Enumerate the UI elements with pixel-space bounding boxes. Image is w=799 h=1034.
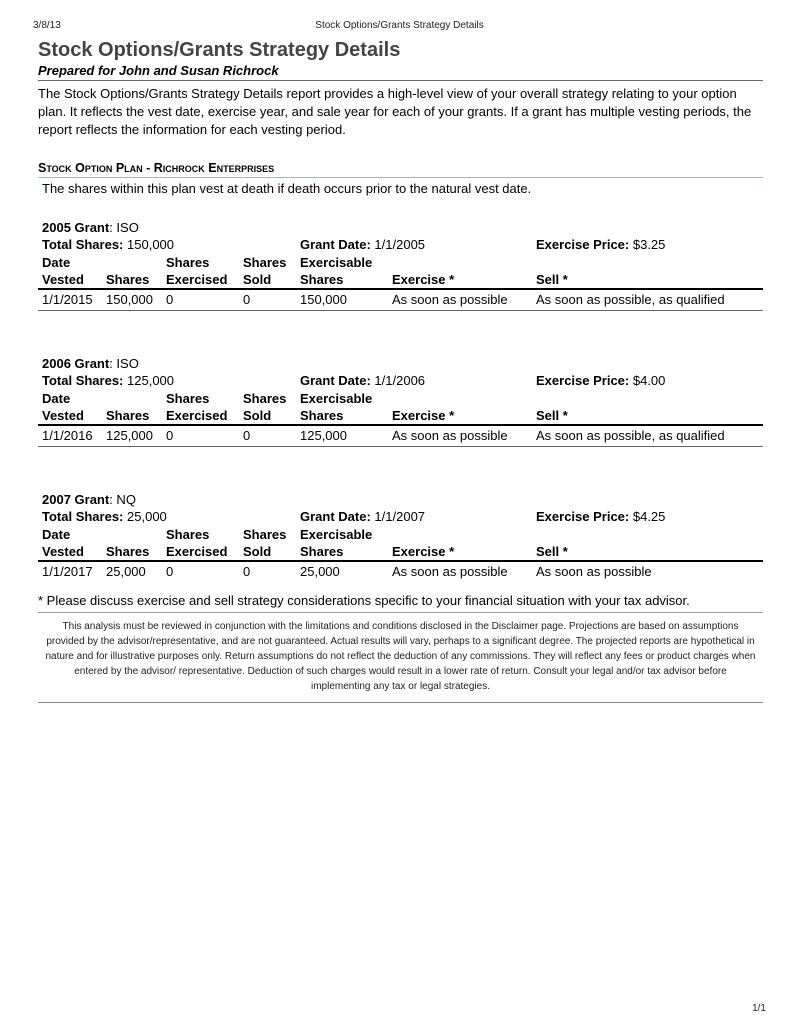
col-date-vested: Date Vested: [42, 391, 84, 423]
cell-date: 1/1/2016: [42, 428, 93, 443]
grant-date-label: Grant Date:: [300, 509, 371, 524]
footnote: * Please discuss exercise and sell strategy considerations specific to your financial situation with your tax advisor.: [38, 592, 763, 613]
col-date-vested: Date Vested: [42, 255, 84, 287]
page-number: 1/1: [752, 1003, 766, 1014]
grant-table-header: [38, 390, 763, 426]
exercise-price-value: $4.00: [632, 373, 666, 388]
exercise-price-value: $3.25: [632, 237, 666, 252]
col-exercisable-shares: Exercisable Shares: [300, 255, 373, 287]
grant-summary: [38, 236, 763, 254]
plan-note: The shares within this plan vest at death if death occurs prior to the natural vest date.: [42, 181, 532, 196]
grant-table-header: [38, 526, 763, 562]
cell-date: 1/1/2015: [42, 292, 93, 307]
grant-table-header: [38, 254, 763, 290]
cell-exercisable: 25,000: [300, 564, 340, 579]
grant-year: 2006 Grant: [42, 356, 110, 371]
cell-sell: As soon as possible: [536, 564, 652, 579]
grant-date-value: 1/1/2005: [374, 237, 426, 252]
cell-exercised: 0: [166, 428, 174, 443]
col-shares-sold: Shares Sold: [243, 255, 287, 287]
prepared-for: Prepared for John and Susan Richrock: [38, 62, 763, 81]
table-row: [38, 426, 763, 447]
grant-date-value: 1/1/2007: [374, 509, 426, 524]
col-shares-exercised: Shares Exercised: [166, 527, 228, 559]
table-row: [38, 562, 763, 582]
col-shares: Shares: [106, 272, 150, 287]
cell-exercised: 0: [166, 564, 174, 579]
cell-sold: 0: [243, 428, 251, 443]
total-shares-label: Total Shares:: [42, 237, 124, 252]
disclaimer: This analysis must be reviewed in conjunction with the limitations and conditions disclosed in the Disclaimer page. Projections are based on assumptions provided by the advisor/representative, and are not guaranteed. Actual results will vary, perhaps to a significant degree. The projected reports are hypothetical in nature and for illustrative purposes only. Return assumptions do not reflect the deduction of any commissions. They will reflect any fees or product charges when entered by the advisor/ representative. Deduction of such charges would result in a lower rate of return. Consult your legal and/or tax advisor before implementing any tax or legal strategies.: [38, 613, 763, 703]
total-shares-value: 25,000: [127, 509, 167, 524]
col-exercise: Exercise *: [392, 408, 455, 423]
report-title: Stock Options/Grants Strategy Details: [38, 39, 401, 61]
exercise-price-label: Exercise Price:: [536, 237, 630, 252]
total-shares-label: Total Shares:: [42, 373, 124, 388]
grant-date-label: Grant Date:: [300, 237, 371, 252]
col-exercise: Exercise *: [392, 272, 455, 287]
grant-title: [38, 491, 763, 508]
cell-sold: 0: [243, 564, 251, 579]
grant-year: 2007 Grant: [42, 492, 110, 507]
grant-type: : ISO: [109, 220, 139, 235]
col-date-vested: Date Vested: [42, 527, 84, 559]
grant-type: : ISO: [109, 356, 139, 371]
grant-summary: [38, 508, 763, 526]
cell-shares: 125,000: [106, 428, 153, 443]
total-shares-value: 150,000: [127, 237, 175, 252]
print-date: 3/8/13: [33, 20, 61, 31]
cell-shares: 150,000: [106, 292, 153, 307]
exercise-price-value: $4.25: [632, 509, 666, 524]
cell-sold: 0: [243, 292, 251, 307]
total-shares-value: 125,000: [127, 373, 175, 388]
grant-summary: [38, 372, 763, 390]
col-exercisable-shares: Exercisable Shares: [300, 391, 373, 423]
exercise-price-label: Exercise Price:: [536, 373, 630, 388]
grant-type: : NQ: [109, 492, 136, 507]
col-sell: Sell *: [536, 408, 568, 423]
grant-title: [38, 219, 763, 236]
exercise-price-label: Exercise Price:: [536, 509, 630, 524]
report-intro: The Stock Options/Grants Strategy Details report provides a high-level view of your overall strategy relating to your option plan. It reflects the vest date, exercise year, and sale year for each of your grants. If a grant has multiple vesting periods, the report reflects the information for each vesting period.: [38, 86, 752, 137]
col-sell: Sell *: [536, 544, 568, 559]
col-shares: Shares: [106, 408, 150, 423]
grant-date-label: Grant Date:: [300, 373, 371, 388]
cell-exercise: As soon as possible: [392, 564, 508, 579]
grant-section: [38, 355, 763, 447]
cell-exercise: As soon as possible: [392, 428, 508, 443]
cell-exercisable: 125,000: [300, 428, 347, 443]
col-exercisable-shares: Exercisable Shares: [300, 527, 373, 559]
grant-title: [38, 355, 763, 372]
print-title: Stock Options/Grants Strategy Details: [315, 20, 484, 31]
cell-exercise: As soon as possible: [392, 292, 508, 307]
grant-date-value: 1/1/2006: [374, 373, 426, 388]
cell-sell: As soon as possible, as qualified: [536, 428, 725, 443]
col-sell: Sell *: [536, 272, 568, 287]
col-shares-exercised: Shares Exercised: [166, 255, 228, 287]
cell-exercised: 0: [166, 292, 174, 307]
print-header: [33, 20, 766, 34]
col-shares-sold: Shares Sold: [243, 527, 287, 559]
total-shares-label: Total Shares:: [42, 509, 124, 524]
table-row: [38, 290, 763, 311]
report-content: [38, 38, 763, 703]
plan-heading: Stock Option Plan - Richrock Enterprises: [38, 161, 763, 178]
grant-section: [38, 219, 763, 311]
cell-shares: 25,000: [106, 564, 146, 579]
col-exercise: Exercise *: [392, 544, 455, 559]
grant-section: [38, 491, 763, 582]
col-shares-sold: Shares Sold: [243, 391, 287, 423]
cell-sell: As soon as possible, as qualified: [536, 292, 725, 307]
cell-date: 1/1/2017: [42, 564, 93, 579]
cell-exercisable: 150,000: [300, 292, 347, 307]
col-shares-exercised: Shares Exercised: [166, 391, 228, 423]
grant-year: 2005 Grant: [42, 220, 110, 235]
col-shares: Shares: [106, 544, 150, 559]
